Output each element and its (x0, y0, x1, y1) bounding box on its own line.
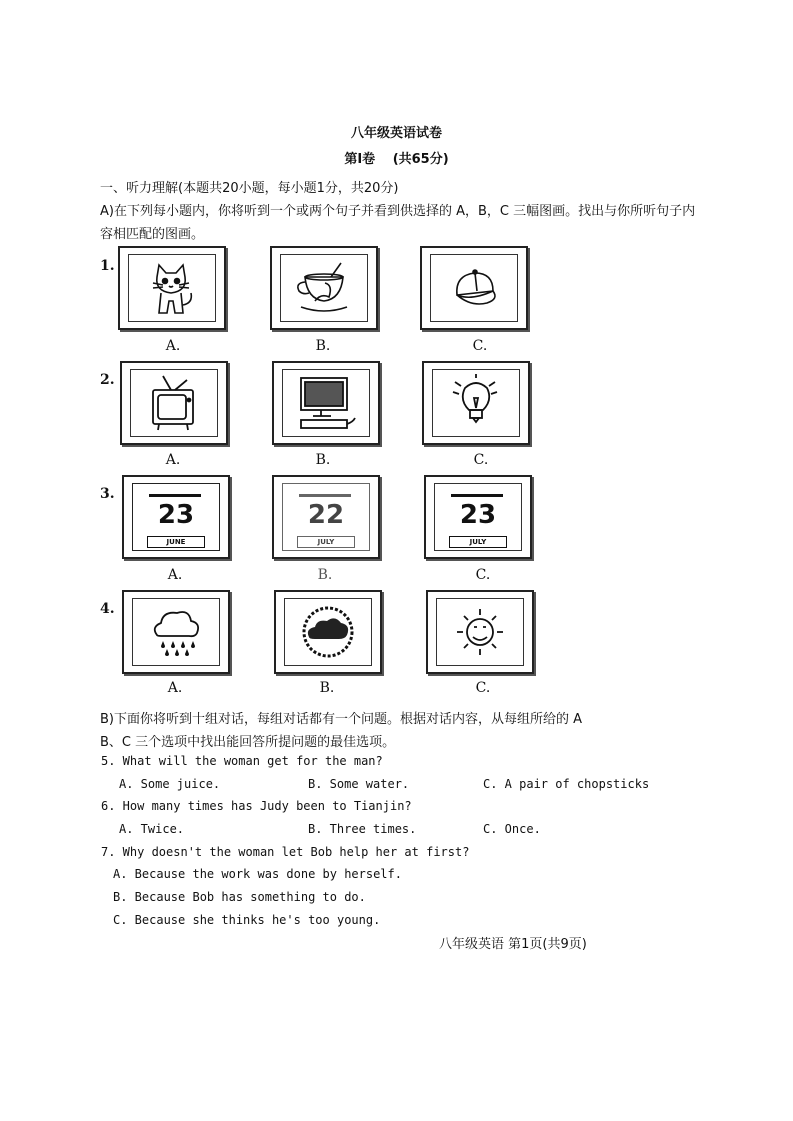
q1-option-c-picture[interactable] (420, 246, 528, 330)
q3-option-a-label: A. (167, 567, 183, 583)
q2-option-c-label: C. (473, 452, 489, 468)
q1-option-a-picture[interactable] (118, 246, 226, 330)
q5-option-b[interactable]: B. Some water. (308, 777, 410, 791)
q4-option-b-label: B. (319, 680, 335, 696)
page-title: 八年级英语试卷 (350, 126, 442, 141)
q1-option-a-label: A. (165, 338, 181, 354)
part-b-instruction-line2: B、C 三个选项中找出能回答所提问题的最佳选项。 (100, 735, 396, 750)
question-number-1: 1. (100, 258, 115, 274)
q3-option-c-picture[interactable] (424, 475, 532, 559)
q2-option-b-picture[interactable] (272, 361, 380, 445)
q4-option-c-picture[interactable] (426, 590, 534, 674)
calendar-month-text: JULY (297, 536, 355, 548)
sun-icon (436, 598, 524, 666)
part-b-instruction-line1: B)下面你将听到十组对话，每组对话都有一个问题。根据对话内容，从每组所给的 A (100, 712, 583, 727)
q4-option-b-picture[interactable] (274, 590, 382, 674)
q1-option-c-label: C. (472, 338, 488, 354)
calendar-month-text: JULY (449, 536, 507, 548)
cat-icon (128, 254, 216, 322)
q1-option-b-label: B. (315, 338, 331, 354)
question-7-stem: 7. Why doesn't the woman let Bob help her at first? (101, 845, 470, 859)
question-number-3: 3. (100, 486, 115, 502)
cap-icon (430, 254, 518, 322)
calendar-day-text: 23 (459, 500, 497, 530)
q2-option-a-picture[interactable] (120, 361, 228, 445)
q5-option-c[interactable]: C. A pair of chopsticks (483, 777, 650, 791)
rain-cloud-icon (132, 598, 220, 666)
q1-option-b-picture[interactable] (270, 246, 378, 330)
calendar-icon (132, 483, 220, 551)
question-5-stem: 5. What will the woman get for the man? (101, 754, 383, 768)
lightbulb-icon (432, 369, 520, 437)
q6-option-a[interactable]: A. Twice. (119, 822, 185, 836)
q2-option-c-picture[interactable] (422, 361, 530, 445)
q4-option-c-label: C. (475, 680, 491, 696)
cloudy-icon (284, 598, 372, 666)
q2-option-a-label: A. (165, 452, 181, 468)
calendar-icon (434, 483, 522, 551)
section-heading: 一、听力理解(本题共20小题，每小题1分，共20分) (100, 181, 399, 196)
calendar-icon (282, 483, 370, 551)
page-footer: 八年级英语 第1页(共9页) (439, 937, 587, 952)
q5-option-a[interactable]: A. Some juice. (119, 777, 221, 791)
volume-title: 第Ⅰ卷 (共65分) (344, 152, 449, 167)
part-a-instruction-line1: A)在下列每小题内，你将听到一个或两个句子并看到供选择的 A，B，C 三幅图画。找出与你所听句子内 (100, 204, 696, 219)
question-number-2: 2. (100, 372, 115, 388)
q7-option-b[interactable]: B. Because Bob has something to do. (113, 890, 366, 904)
q7-option-a[interactable]: A. Because the work was done by herself. (113, 867, 402, 881)
part-a-instruction-line2: 容相匹配的图画。 (100, 227, 205, 242)
calendar-day-text: 22 (307, 500, 345, 530)
q4-option-a-picture[interactable] (122, 590, 230, 674)
calendar-month-text: JUNE (147, 536, 205, 548)
calendar-day-text: 23 (157, 500, 195, 530)
q7-option-c[interactable]: C. Because she thinks he's too young. (113, 913, 381, 927)
q4-option-a-label: A. (167, 680, 183, 696)
q3-option-a-picture[interactable] (122, 475, 230, 559)
q3-option-c-label: C. (475, 567, 491, 583)
q6-option-c[interactable]: C. Once. (483, 822, 541, 836)
question-number-4: 4. (100, 601, 115, 617)
q3-option-b-picture[interactable] (272, 475, 380, 559)
teacup-icon (280, 254, 368, 322)
computer-icon (282, 369, 370, 437)
q3-option-b-label: B. (317, 567, 333, 583)
question-6-stem: 6. How many times has Judy been to Tianjin? (101, 799, 412, 813)
q6-option-b[interactable]: B. Three times. (308, 822, 417, 836)
q2-option-b-label: B. (315, 452, 331, 468)
tv-icon (130, 369, 218, 437)
